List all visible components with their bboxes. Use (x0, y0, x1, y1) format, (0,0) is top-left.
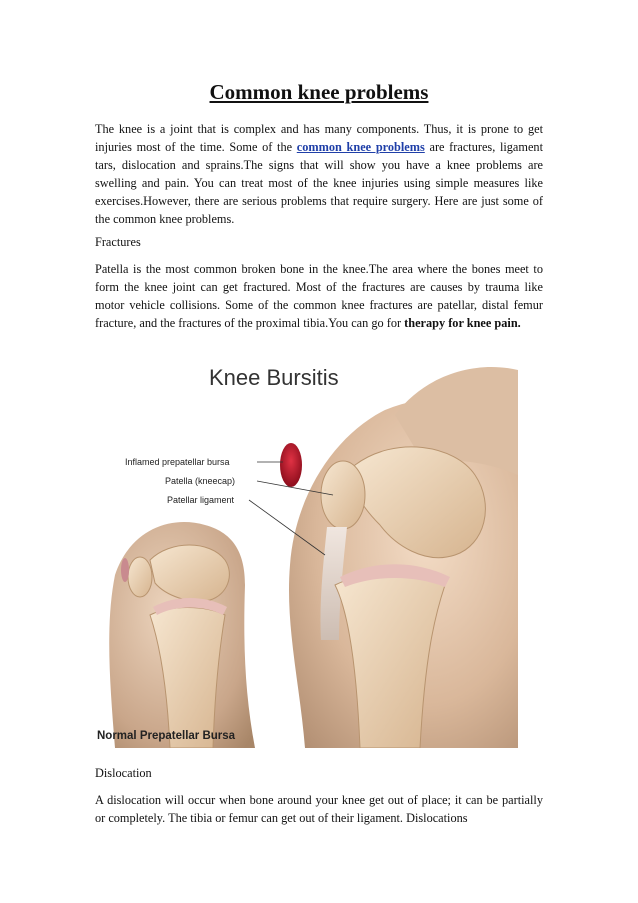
patella-small (128, 557, 152, 597)
label-patellar-ligament: Patellar ligament (167, 495, 235, 505)
knee-bursitis-illustration (95, 355, 518, 748)
patella-large (321, 461, 365, 529)
figure-title: Knee Bursitis (209, 365, 339, 390)
page-title: Common knee problems (209, 80, 429, 104)
label-patella: Patella (kneecap) (165, 476, 236, 486)
normal-bursa-small (121, 558, 129, 582)
dislocation-paragraph: A dislocation will occur when bone around your knee get out of place; it can be partially or completely. The tibia or femur can get out of their ligament. Dislocations (95, 793, 543, 825)
intro-paragraph (95, 120, 543, 228)
therapy-bold-text: therapy for knee pain. (404, 316, 521, 330)
common-knee-problems-link[interactable]: common knee problems (296, 140, 425, 154)
label-inflamed-bursa: Inflamed prepatellar bursa (125, 457, 230, 467)
intro-text-before: The knee is a joint that is complex and has many components. Thus, it is prone to get injuries most of the time. Some of the (95, 122, 543, 154)
inflamed-bursa (280, 443, 302, 487)
fractures-heading: Fractures (95, 235, 141, 249)
figure-caption: Normal Prepatellar Bursa (97, 730, 236, 742)
knee-illustration-svg (95, 355, 518, 748)
fractures-text: Patella is the most common broken bone in the knee.The area where the bones meet to form the knee joint can get fractured. Most of the fractures are causes by trauma like motor vehicle collisions. Some of the common knee fractures are patellar, distal femur fracture, and the fractures of the proximal tibia.You can go for (95, 262, 543, 330)
fractures-paragraph (95, 260, 543, 332)
dislocation-heading: Dislocation (95, 766, 152, 780)
intro-text-after: are fractures, ligament tars, dislocation and sprains.The signs that will show you have a knee problems are swelling and pain. You can treat most of the knee injuries using simple measures like exercises.However, there are serious problems that require surgery. Here are just some of the common knee problems. (95, 140, 543, 226)
